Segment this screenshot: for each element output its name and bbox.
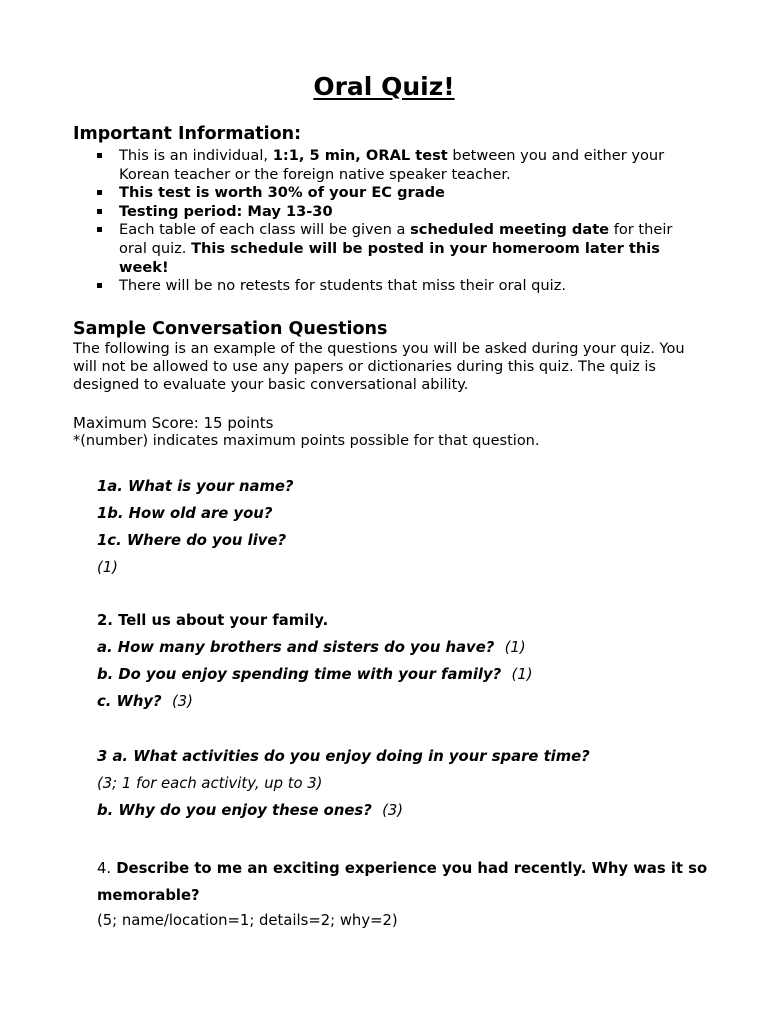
question-points: (1) xyxy=(511,666,533,683)
question-3b xyxy=(97,802,403,819)
list-item xyxy=(97,203,687,222)
bullet-text: There will be no retests for students that miss their oral quiz. xyxy=(119,277,567,295)
question-3-points: (3; 1 for each activity, up to 3) xyxy=(97,775,323,792)
important-heading: Important Information: xyxy=(73,124,302,144)
question-2c xyxy=(97,693,193,710)
question-points: (1) xyxy=(504,639,526,656)
list-item xyxy=(97,184,687,203)
question-text: b. Do you enjoy spending time with your family? xyxy=(97,666,502,683)
question-4-points: (5; name/location=1; details=2; why=2) xyxy=(97,912,398,929)
bullet-bold: scheduled meeting date xyxy=(410,221,610,239)
sample-paragraph: The following is an example of the questions you will be asked during your quiz. You will not be allowed to use any papers or dictionaries during this quiz. The quiz is designed to evaluate your basic conversational ability. xyxy=(73,341,685,394)
question-2b xyxy=(97,666,533,683)
max-score-label: Maximum Score: 15 points xyxy=(73,414,274,432)
question-points: (3) xyxy=(382,802,404,819)
question-text: Describe to me an exciting experience you had recently. Why was it so memorable? xyxy=(97,860,708,904)
bullet-bold: 1:1, 5 min, ORAL test xyxy=(272,147,448,164)
question-text: b. Why do you enjoy these ones? xyxy=(97,802,372,819)
list-item xyxy=(97,277,687,296)
score-note: *(number) indicates maximum points possible for that question. xyxy=(73,433,540,449)
bullet-bold: This schedule will be posted in your homeroom later this week! xyxy=(119,239,660,276)
list-item xyxy=(97,147,687,184)
bullet-text: between you and either your Korean teacher or the foreign native speaker teacher. xyxy=(119,147,665,183)
question-1c: 1c. Where do you live? xyxy=(97,532,287,549)
bullet-text: for their oral quiz. xyxy=(119,221,673,257)
bullet-bold: This test is worth 30% of your EC grade xyxy=(119,184,445,202)
question-2a xyxy=(97,639,526,656)
bullet-text: This is an individual, xyxy=(119,147,273,164)
question-points: (3) xyxy=(171,693,193,710)
list-item xyxy=(97,221,687,277)
page-title: Oral Quiz! xyxy=(313,72,455,101)
question-text: a. How many brothers and sisters do you have? xyxy=(97,639,495,656)
bullet-text: Each table of each class will be given a xyxy=(119,221,411,239)
bullet-bold: Testing period: May 13-30 xyxy=(119,202,333,220)
question-number: 4. xyxy=(97,860,112,877)
question-1b: 1b. How old are you? xyxy=(97,505,273,522)
question-3a: 3 a. What activities do you enjoy doing in your spare time? xyxy=(97,748,590,765)
question-2: 2. Tell us about your family. xyxy=(97,612,329,629)
question-text: c. Why? xyxy=(97,693,162,710)
question-1-points: (1) xyxy=(97,559,118,576)
sample-heading: Sample Conversation Questions xyxy=(73,319,388,339)
important-list xyxy=(97,147,687,296)
question-1a: 1a. What is your name? xyxy=(97,478,294,495)
question-4 xyxy=(97,855,757,909)
